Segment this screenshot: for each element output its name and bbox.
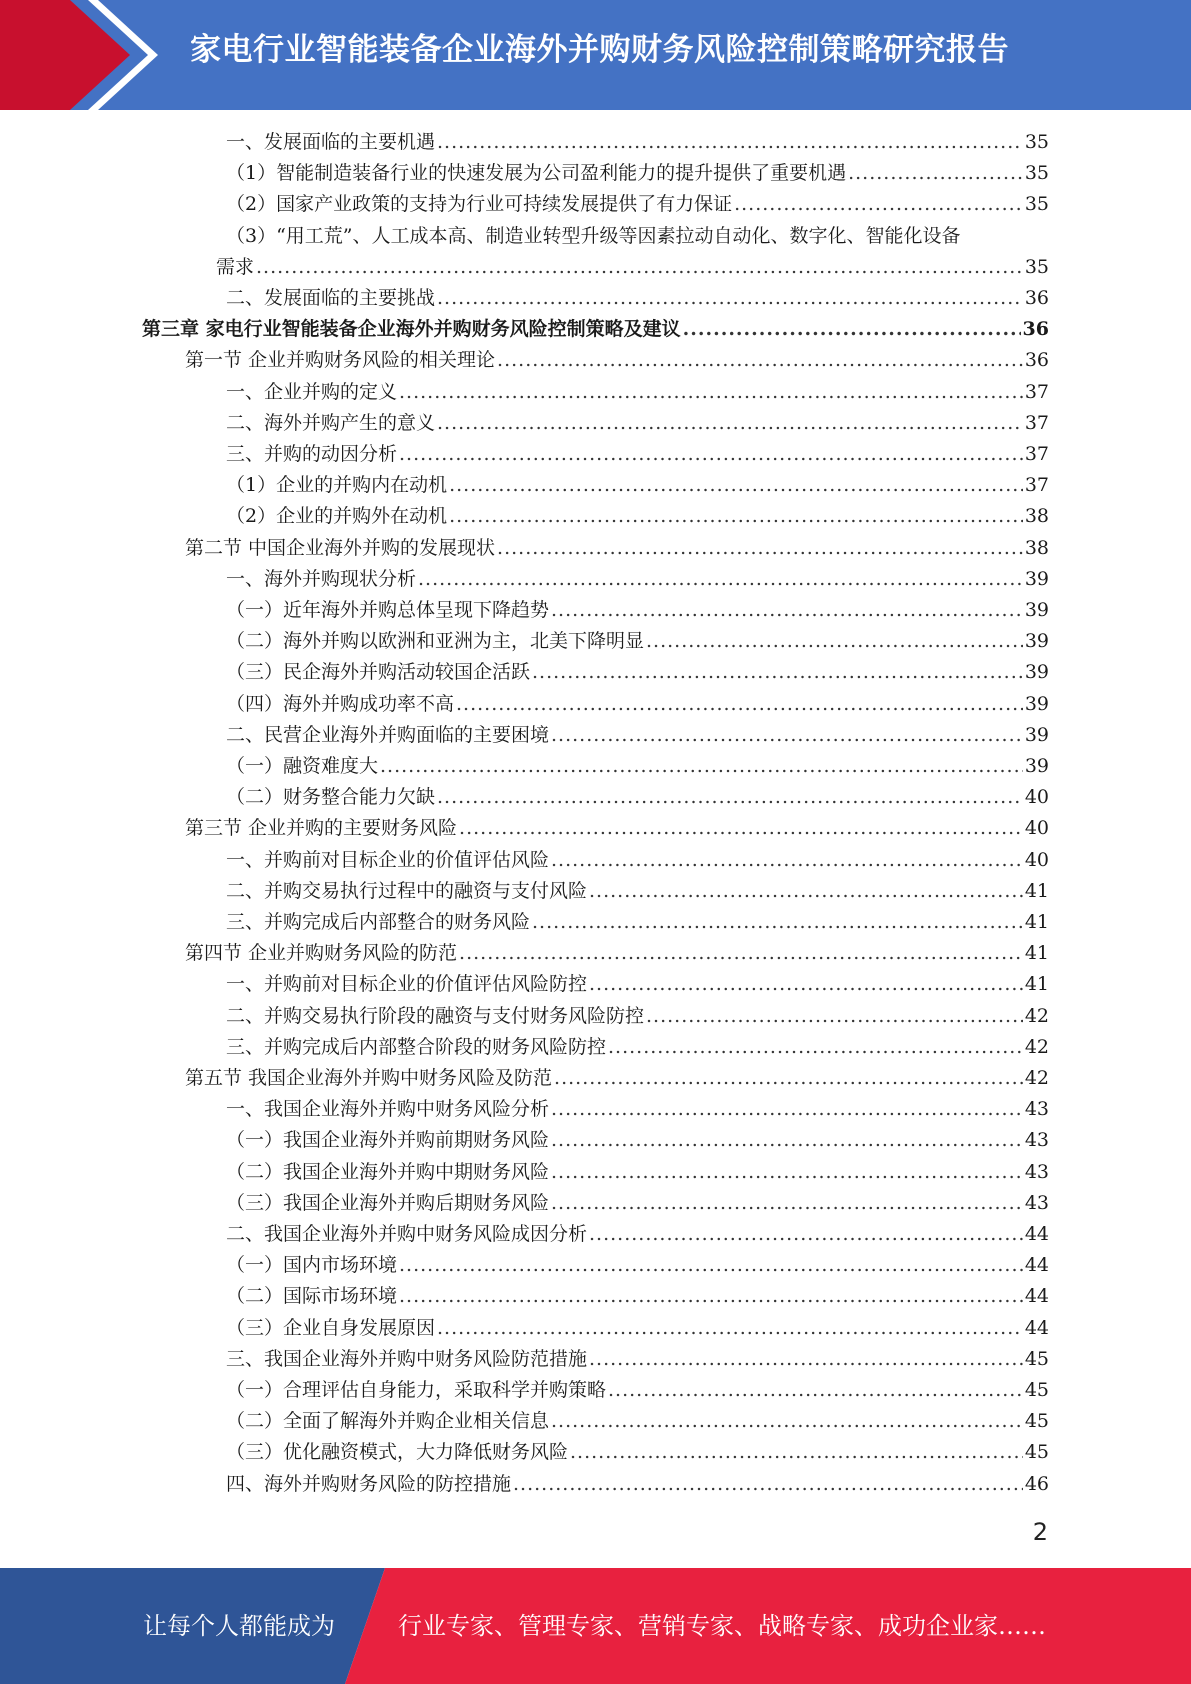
toc-entry-text: 二、并购交易执行过程中的融资与支付风险 [226,880,588,902]
toc-entry-text: 第二节 中国企业海外并购的发展现状 [185,537,496,559]
toc-page-number: 45 [1024,1410,1049,1432]
toc-entry-text: 一、并购前对目标企业的价值评估风险 [226,849,550,871]
toc-entry[interactable] [226,1032,1049,1063]
toc-page-number: 35 [1024,162,1049,184]
toc-page-number: 40 [1024,817,1049,839]
toc-page-number: 42 [1024,1067,1049,1089]
toc-leader-dots [551,845,1023,876]
toc-leader-dots [589,876,1023,907]
toc-entry[interactable] [185,345,1049,376]
toc-entry-text: （二）全面了解海外并购企业相关信息 [226,1410,550,1432]
toc-page-number: 39 [1024,724,1049,746]
toc-leader-dots [532,907,1023,938]
toc-entry-text: （二）我国企业海外并购中期财务风险 [226,1161,550,1183]
toc-entry[interactable] [226,1001,1049,1032]
toc-entry-text: 第三章 家电行业智能装备企业海外并购财务风险控制策略及建议 [142,318,681,340]
toc-page-number: 39 [1024,661,1049,683]
toc-entry-text: 二、民营企业海外并购面临的主要困境 [226,724,550,746]
toc-entry-text: 一、海外并购现状分析 [226,568,417,590]
toc-entry-text: 四、海外并购财务风险的防控措施 [226,1473,512,1495]
toc-entry[interactable] [226,470,1049,501]
toc-entry[interactable] [226,782,1049,813]
toc-entry[interactable] [185,1063,1049,1094]
toc-entry[interactable] [226,689,1049,720]
toc-leader-dots [399,377,1023,408]
toc-entry[interactable] [226,907,1049,938]
toc-page-number: 37 [1024,381,1049,403]
page-footer [0,1568,1191,1684]
toc-leader-dots [608,1032,1023,1063]
toc-leader-dots [437,127,1023,158]
toc-leader-dots [497,345,1023,376]
toc-entry[interactable] [226,1437,1049,1468]
toc-entry[interactable] [226,1250,1049,1281]
toc-leader-dots [554,1063,1023,1094]
toc-leader-dots [551,720,1023,751]
toc-entry-text: （一）融资难度大 [226,755,379,777]
toc-leader-dots [380,751,1023,782]
toc-entry[interactable] [226,969,1049,1000]
footer-slogan-right: 行业专家、管理专家、营销专家、战略专家、成功企业家…… [398,1612,1046,1640]
toc-page-number: 36 [1024,287,1049,309]
toc-entry[interactable] [142,314,1049,345]
page-header [0,0,1191,110]
toc-entry-text: 第一节 企业并购财务风险的相关理论 [185,349,496,371]
toc-leader-dots [646,1001,1023,1032]
toc-page-number: 40 [1024,786,1049,808]
toc-entry-text: 一、我国企业海外并购中财务风险分析 [226,1098,550,1120]
toc-page-number: 41 [1024,880,1049,902]
toc-entry[interactable] [226,1125,1049,1156]
footer-slogan-left: 让每个人都能成为 [143,1612,335,1640]
toc-entry-text: （三）企业自身发展原因 [226,1317,436,1339]
toc-page-number: 42 [1024,1005,1049,1027]
toc-page-number: 43 [1024,1129,1049,1151]
toc-entry-text: （2）国家产业政策的支持为行业可持续发展提供了有力保证 [226,193,733,215]
toc-leader-dots [449,501,1023,532]
toc-entry[interactable] [226,189,1049,220]
toc-page-number: 45 [1024,1379,1049,1401]
page-number: 2 [1032,1518,1048,1546]
toc-leader-dots [589,1219,1023,1250]
toc-entry[interactable] [226,377,1049,408]
toc-page-number: 43 [1024,1098,1049,1120]
toc-leader-dots [848,158,1023,189]
toc-entry[interactable] [226,1344,1049,1375]
toc-entry[interactable] [226,1313,1049,1344]
toc-entry-text: 三、并购完成后内部整合阶段的财务风险防控 [226,1036,607,1058]
toc-leader-dots [551,1188,1023,1219]
toc-entry-text: （一）合理评估自身能力，采取科学并购策略 [226,1379,607,1401]
toc-page-number: 44 [1024,1285,1049,1307]
toc-page-number: 44 [1024,1223,1049,1245]
toc-entry-text: （二）财务整合能力欠缺 [226,786,436,808]
toc-leader-dots [437,782,1023,813]
toc-entry[interactable] [226,439,1049,470]
toc-entry[interactable] [226,1469,1049,1500]
toc-leader-dots [459,938,1023,969]
toc-entry-text: （一）近年海外并购总体呈现下降趋势 [226,599,550,621]
toc-entry[interactable] [226,1094,1049,1125]
toc-leader-dots [589,1344,1023,1375]
toc-entry-text: 一、并购前对目标企业的价值评估风险防控 [226,973,588,995]
toc-page-number: 37 [1024,412,1049,434]
toc-leader-dots [646,626,1023,657]
toc-page-number: 39 [1024,568,1049,590]
toc-entry-text: （四）海外并购成功率不高 [226,693,455,715]
toc-entry-text: （三）我国企业海外并购后期财务风险 [226,1192,550,1214]
toc-page-number: 36 [1024,349,1049,371]
toc-leader-dots [399,1281,1023,1312]
toc-leader-dots [459,813,1023,844]
toc-page-number: 35 [1024,131,1049,153]
toc-entry-text: （一）我国企业海外并购前期财务风险 [226,1129,550,1151]
toc-entry[interactable] [226,751,1049,782]
toc-leader-dots [683,314,1021,345]
toc-leader-dots [570,1437,1023,1468]
toc-page-number: 35 [1024,256,1049,278]
toc-leader-dots [734,189,1023,220]
toc-entry-text: （3）“用工荒”、人工成本高、制造业转型升级等因素拉动自动化、数字化、智能化设备 [226,225,961,247]
toc-leader-dots [608,1375,1023,1406]
toc-page-number: 39 [1024,599,1049,621]
toc-entry-text: （二）海外并购以欧洲和亚洲为主，北美下降明显 [226,630,645,652]
toc-page-number: 35 [1024,193,1049,215]
toc-entry[interactable] [226,1406,1049,1437]
toc-entry-text: 二、我国企业海外并购中财务风险成因分析 [226,1223,588,1245]
toc-entry[interactable] [226,158,1049,189]
toc-leader-dots [437,283,1023,314]
toc-entry-text: （一）国内市场环境 [226,1254,398,1276]
toc-entry[interactable] [226,626,1049,657]
toc-leader-dots [399,439,1023,470]
toc-entry-text: （1）企业的并购内在动机 [226,474,448,496]
toc-entry-text: （三）优化融资模式，大力降低财务风险 [226,1441,569,1463]
toc-page-number: 38 [1024,505,1049,527]
toc-entry-text: 三、我国企业海外并购中财务风险防范措施 [226,1348,588,1370]
toc-entry[interactable] [226,127,1049,158]
toc-leader-dots [551,1094,1023,1125]
toc-leader-dots [532,657,1023,688]
toc-page-number: 37 [1024,443,1049,465]
toc-entry-text: 三、并购完成后内部整合的财务风险 [226,911,531,933]
toc-entry[interactable] [185,938,1049,969]
toc-leader-dots [551,1125,1023,1156]
toc-entry-text: （2）企业的并购外在动机 [226,505,448,527]
toc-page-number: 43 [1024,1192,1049,1214]
toc-entry-text: 一、发展面临的主要机遇 [226,131,436,153]
toc-page-number: 44 [1024,1317,1049,1339]
toc-leader-dots [551,1157,1023,1188]
toc-entry[interactable] [226,408,1049,439]
toc-page-number: 45 [1024,1441,1049,1463]
toc-entry[interactable] [226,1375,1049,1406]
toc-leader-dots [497,533,1023,564]
toc-leader-dots [589,969,1023,1000]
toc-page-number: 36 [1022,318,1049,340]
toc-page-number: 41 [1024,911,1049,933]
toc-leader-dots [513,1469,1023,1500]
toc-entry[interactable] [226,720,1049,751]
toc-leader-dots [551,595,1023,626]
toc-entry[interactable] [226,876,1049,907]
toc-leader-dots [456,689,1023,720]
toc-entry[interactable] [226,1157,1049,1188]
toc-entry[interactable] [226,1219,1049,1250]
toc-entry[interactable] [216,221,1049,283]
toc-page-number: 41 [1024,973,1049,995]
toc-entry[interactable] [226,595,1049,626]
toc-entry-text: （二）国际市场环境 [226,1285,398,1307]
toc-entry-text: （1）智能制造装备行业的快速发展为公司盈利能力的提升提供了重要机遇 [226,162,847,184]
toc-page-number: 39 [1024,693,1049,715]
toc-entry[interactable] [226,283,1049,314]
toc-leader-dots [256,252,1023,283]
toc-page-number: 40 [1024,849,1049,871]
toc-page-number: 42 [1024,1036,1049,1058]
toc-entry-text-continued: 需求 [216,256,255,278]
toc-leader-dots [449,470,1023,501]
toc-page-number: 39 [1024,755,1049,777]
toc-leader-dots [418,564,1023,595]
toc-page-number: 38 [1024,537,1049,559]
toc-page-number: 46 [1024,1473,1049,1495]
toc-entry[interactable] [226,1188,1049,1219]
toc-leader-dots [399,1250,1023,1281]
toc-leader-dots [437,408,1023,439]
toc-entry-text: （三）民企海外并购活动较国企活跃 [226,661,531,683]
toc-page-number: 43 [1024,1161,1049,1183]
toc-entry-text: 第五节 我国企业海外并购中财务风险及防范 [185,1067,553,1089]
toc-entry[interactable] [185,533,1049,564]
toc-page-number: 44 [1024,1254,1049,1276]
toc-page-number: 45 [1024,1348,1049,1370]
toc-entry[interactable] [226,657,1049,688]
toc-page-number: 37 [1024,474,1049,496]
report-title: 家电行业智能装备企业海外并购财务风险控制策略研究报告 [190,32,1009,68]
toc-page-number: 41 [1024,942,1049,964]
toc-entry-text: 第三节 企业并购的主要财务风险 [185,817,458,839]
toc-leader-dots [437,1313,1023,1344]
toc-entry-text: 二、海外并购产生的意义 [226,412,436,434]
toc-entry-text: 二、发展面临的主要挑战 [226,287,436,309]
toc-entry-text: 二、并购交易执行阶段的融资与支付财务风险防控 [226,1005,645,1027]
toc-entry-text: 一、企业并购的定义 [226,381,398,403]
toc-entry[interactable] [226,501,1049,532]
toc-entry[interactable] [185,813,1049,844]
toc-entry[interactable] [226,1281,1049,1312]
toc-leader-dots [551,1406,1023,1437]
toc-entry[interactable] [226,845,1049,876]
toc-entry[interactable] [226,564,1049,595]
toc-entry-text: 三、并购的动因分析 [226,443,398,465]
toc-page-number: 39 [1024,630,1049,652]
toc-entry-text: 第四节 企业并购财务风险的防范 [185,942,458,964]
